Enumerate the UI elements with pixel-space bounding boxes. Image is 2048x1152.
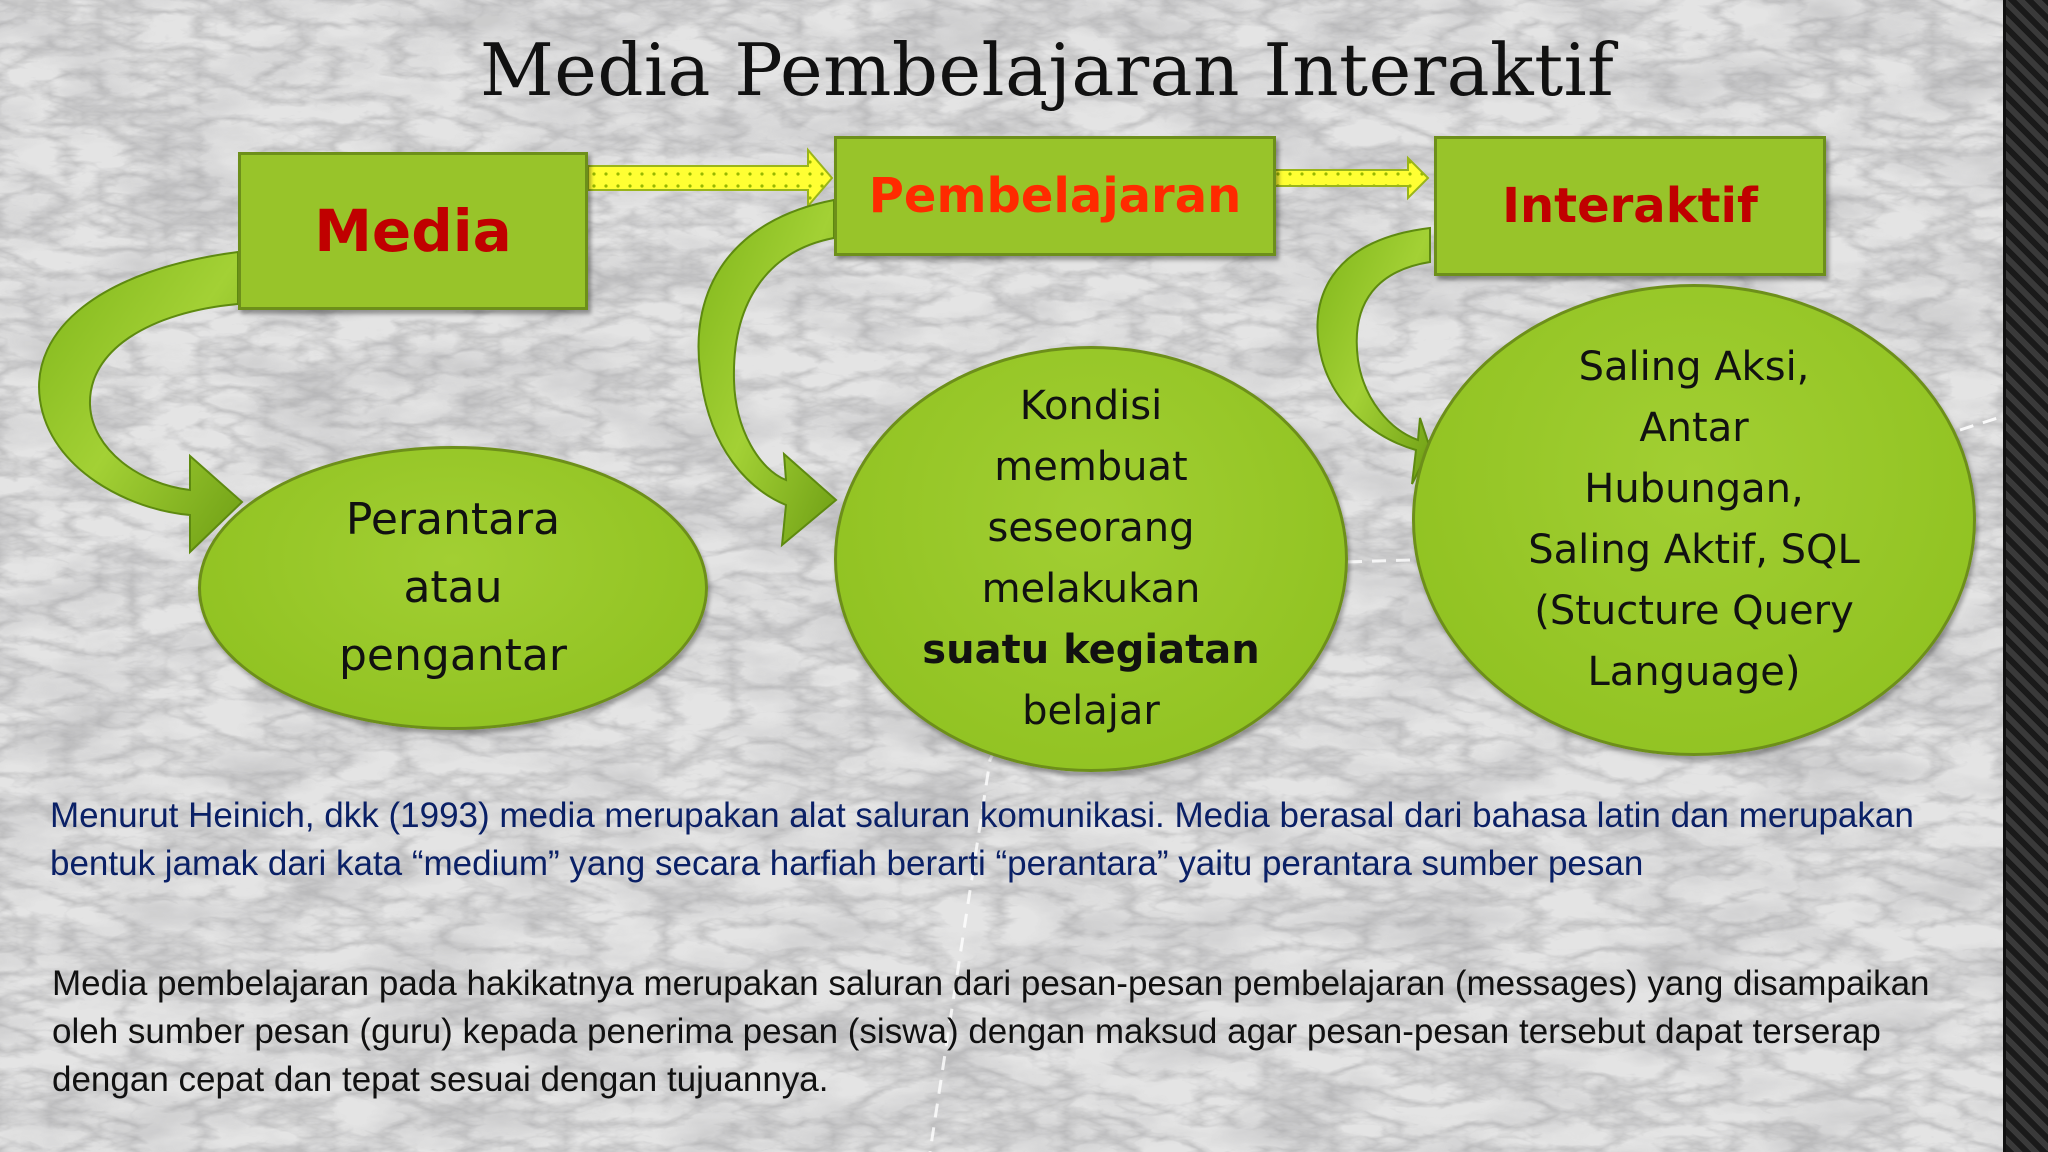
- oval-line-bold: suatu kegiatan: [922, 627, 1260, 673]
- oval-line: seseorang: [987, 505, 1195, 551]
- oval-line: Perantara: [345, 494, 561, 545]
- slide-edge-strip: [2003, 0, 2048, 1152]
- oval-pembelajaran-definition: [834, 346, 1348, 772]
- oval-line: membuat: [994, 444, 1188, 490]
- oval-line: Hubungan,: [1584, 466, 1804, 512]
- oval-line: belajar: [1022, 688, 1160, 734]
- oval-line: (Stucture Query: [1534, 588, 1854, 634]
- oval-line: atau: [403, 562, 503, 613]
- oval-line: Saling Aksi,: [1578, 344, 1810, 390]
- box-interaktif: Interaktif: [1434, 136, 1826, 276]
- box-pembelajaran: Pembelajaran: [834, 136, 1276, 256]
- oval-line: Saling Aktif, SQL: [1528, 527, 1860, 573]
- oval-line: Language): [1587, 649, 1801, 695]
- paragraph-definisi: Media pembelajaran pada hakikatnya merupakan saluran dari pesan-pesan pembelajaran (messages) yang disampaikan oleh sumber pesan (guru) kepada penerima pesan (siswa) dengan maksud agar pesan-pesan tersebut dapat terserap dengan cepat dan tepat sesuai dengan tujuannya.: [52, 964, 1930, 1099]
- oval-line: Antar: [1639, 405, 1749, 451]
- oval-media-definition: [198, 446, 708, 730]
- oval-line: melakukan: [981, 566, 1201, 612]
- box-media: Media: [238, 152, 588, 310]
- oval-line: Kondisi: [1019, 383, 1163, 429]
- paragraph-heinich: Menurut Heinich, dkk (1993) media merupakan alat saluran komunikasi. Media berasal dari bahasa latin dan merupakan bentuk jamak dari kata “medium” yang secara harfiah berarti “perantara” yaitu perantara sumber pesan: [50, 796, 1914, 883]
- slide-title: Media Pembelajaran Interaktif: [480, 28, 1615, 112]
- oval-interaktif-definition: [1412, 284, 1976, 756]
- oval-line: pengantar: [339, 630, 567, 681]
